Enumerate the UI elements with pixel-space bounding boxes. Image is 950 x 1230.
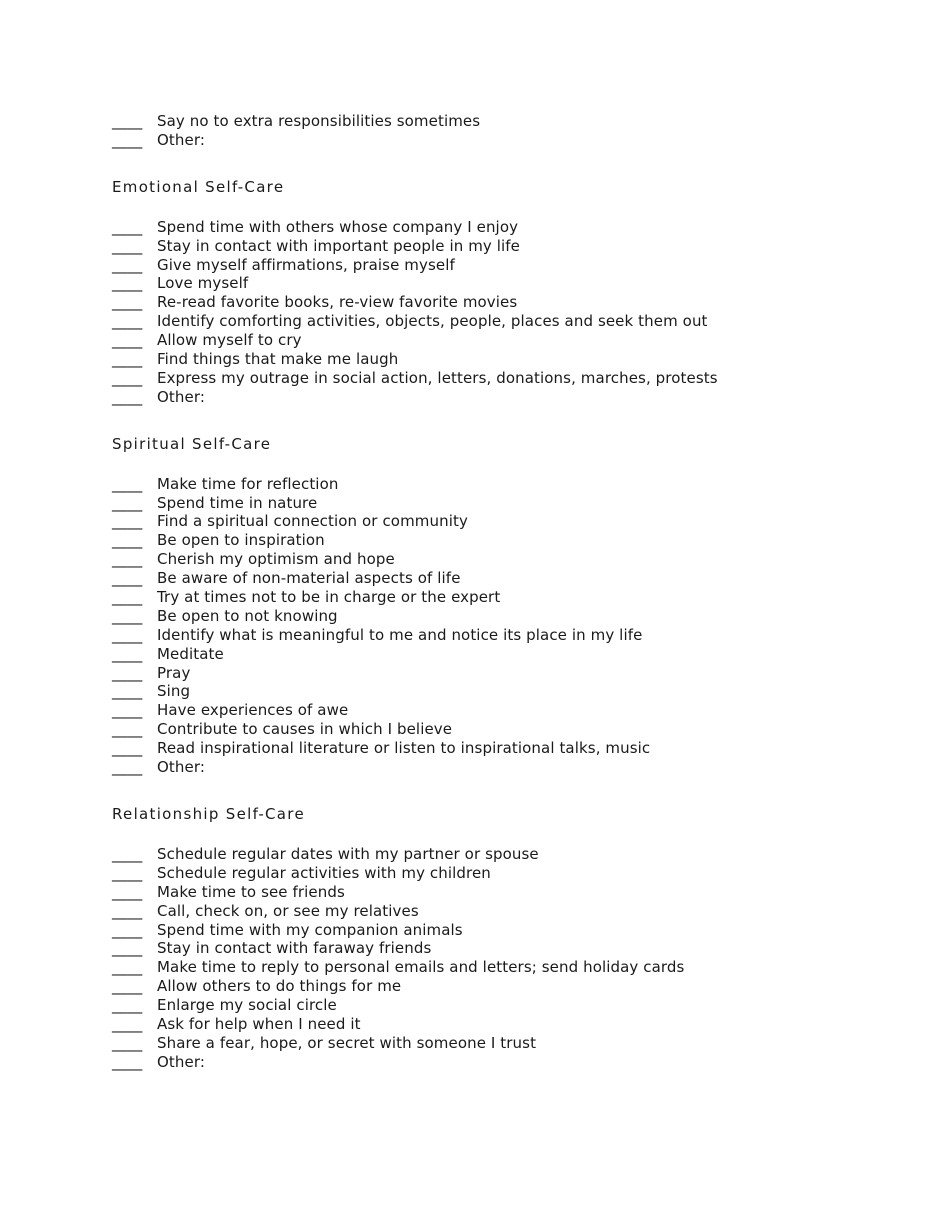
checklist-item: [112, 369, 872, 388]
blank-checkbox-line: ____: [112, 663, 143, 682]
checklist-item-label: Other:: [157, 130, 205, 149]
checklist-item: [112, 531, 872, 550]
checklist-item-label: Spend time with others whose company I enjoy: [157, 217, 519, 236]
checklist-item: [112, 274, 872, 293]
checklist-item: [112, 921, 872, 940]
blank-checkbox-line: ____: [112, 606, 143, 625]
checklist-item: [112, 475, 872, 494]
checklist-item-label: Sing: [157, 682, 191, 701]
checklist-item-label: Find a spiritual connection or community: [157, 512, 468, 531]
blank-checkbox-line: ____: [112, 958, 143, 977]
blank-checkbox-line: ____: [112, 387, 143, 406]
blank-checkbox-line: ____: [112, 550, 143, 569]
blank-checkbox-line: ____: [112, 569, 143, 588]
intro-list: [112, 112, 872, 150]
section-spiritual-self-care: [112, 434, 872, 777]
checklist-item-label: Ask for help when I need it: [157, 1014, 361, 1033]
blank-checkbox-line: ____: [112, 739, 143, 758]
checklist-item: [112, 758, 872, 777]
checklist-item: [112, 883, 872, 902]
checklist-item: [112, 550, 872, 569]
checklist-item: [112, 512, 872, 531]
checklist-item-label: Make time to reply to personal emails and letters; send holiday cards: [157, 958, 685, 977]
checklist-item: [112, 237, 872, 256]
checklist-item: [112, 939, 872, 958]
checklist-item: [112, 682, 872, 701]
blank-checkbox-line: ____: [112, 701, 143, 720]
blank-checkbox-line: ____: [112, 274, 143, 293]
section-heading: Emotional Self-Care: [112, 177, 285, 196]
blank-checkbox-line: ____: [112, 368, 143, 387]
checklist-item-label: Re-read favorite books, re-view favorite movies: [157, 293, 518, 312]
blank-checkbox-line: ____: [112, 939, 143, 958]
checklist-item: [112, 350, 872, 369]
checklist-item: [112, 864, 872, 883]
blank-checkbox-line: ____: [112, 531, 143, 550]
checklist-item-label: Make time for reflection: [157, 474, 339, 493]
checklist-item: [112, 312, 872, 331]
section-relationship-self-care: [112, 804, 872, 1072]
checklist-item-label: Contribute to causes in which I believe: [157, 720, 453, 739]
section-heading: Relationship Self-Care: [112, 804, 305, 823]
checklist-item-label: Meditate: [157, 644, 224, 663]
checklist-item-label: Spend time with my companion animals: [157, 920, 463, 939]
blank-checkbox-line: ____: [112, 1052, 143, 1071]
blank-checkbox-line: ____: [112, 920, 143, 939]
checklist-item: [112, 845, 872, 864]
section-heading: Spiritual Self-Care: [112, 434, 272, 453]
blank-checkbox-line: ____: [112, 644, 143, 663]
checklist-item: [112, 256, 872, 275]
checklist-item-label: Identify what is meaningful to me and notice its place in my life: [157, 625, 643, 644]
checklist-item: [112, 645, 872, 664]
checklist-item: [112, 996, 872, 1015]
checklist-item: [112, 588, 872, 607]
checklist-item-label: Say no to extra responsibilities sometimes: [157, 112, 481, 130]
checklist-item: [112, 958, 872, 977]
blank-checkbox-line: ____: [112, 112, 143, 130]
checklist-item-label: Schedule regular activities with my children: [157, 863, 491, 882]
checklist-item: [112, 1034, 872, 1053]
checklist-item-label: Pray: [157, 663, 191, 682]
checklist-item-label: Give myself affirmations, praise myself: [157, 255, 455, 274]
checklist-item-label: Try at times not to be in charge or the expert: [157, 588, 501, 607]
checklist-item-label: Have experiences of awe: [157, 701, 349, 720]
checklist-item: [112, 293, 872, 312]
document-page: [112, 112, 872, 1072]
checklist-item-label: Be open to not knowing: [157, 606, 338, 625]
checklist-item-label: Love myself: [157, 274, 249, 293]
blank-checkbox-line: ____: [112, 331, 143, 350]
blank-checkbox-line: ____: [112, 217, 143, 236]
blank-checkbox-line: ____: [112, 863, 143, 882]
checklist-item: [112, 977, 872, 996]
checklist-item-label: Schedule regular dates with my partner or spouse: [157, 844, 539, 863]
checklist-item-label: Read inspirational literature or listen to inspirational talks, music: [157, 739, 651, 758]
checklist-item: [112, 720, 872, 739]
checklist-item-label: Find things that make me laugh: [157, 350, 399, 369]
checklist-item: [112, 902, 872, 921]
checklist-item-label: Enlarge my social circle: [157, 996, 337, 1015]
checklist-item: [112, 701, 872, 720]
blank-checkbox-line: ____: [112, 474, 143, 493]
checklist-item-label: Make time to see friends: [157, 882, 345, 901]
checklist-item: [112, 739, 872, 758]
sections-container: [112, 150, 872, 1072]
checklist-item: [112, 607, 872, 626]
section-emotional-self-care: [112, 177, 872, 407]
blank-checkbox-line: ____: [112, 312, 143, 331]
blank-checkbox-line: ____: [112, 758, 143, 777]
blank-checkbox-line: ____: [112, 1033, 143, 1052]
checklist-item: [112, 1053, 872, 1072]
blank-checkbox-line: ____: [112, 625, 143, 644]
checklist-item-label: Spend time in nature: [157, 493, 318, 512]
checklist-item: [112, 626, 872, 645]
checklist-item-label: Be open to inspiration: [157, 531, 325, 550]
checklist-item: [112, 1015, 872, 1034]
checklist-item: [112, 494, 872, 513]
checklist-item: [112, 331, 872, 350]
checklist-item-label: Other:: [157, 758, 205, 777]
blank-checkbox-line: ____: [112, 255, 143, 274]
checklist-item-label: Cherish my optimism and hope: [157, 550, 395, 569]
blank-checkbox-line: ____: [112, 996, 143, 1015]
checklist-item-label: Allow myself to cry: [157, 331, 302, 350]
blank-checkbox-line: ____: [112, 882, 143, 901]
checklist-item-label: Share a fear, hope, or secret with someone I trust: [157, 1033, 537, 1052]
checklist-item: [112, 112, 872, 131]
blank-checkbox-line: ____: [112, 588, 143, 607]
checklist-item-label: Be aware of non-material aspects of life: [157, 569, 461, 588]
blank-checkbox-line: ____: [112, 293, 143, 312]
checklist-item-label: Allow others to do things for me: [157, 977, 402, 996]
checklist-item: [112, 131, 872, 150]
checklist-item: [112, 664, 872, 683]
checklist-item-label: Other:: [157, 387, 205, 406]
checklist-item-label: Other:: [157, 1052, 205, 1071]
blank-checkbox-line: ____: [112, 350, 143, 369]
blank-checkbox-line: ____: [112, 493, 143, 512]
blank-checkbox-line: ____: [112, 977, 143, 996]
blank-checkbox-line: ____: [112, 130, 143, 149]
checklist-item-label: Stay in contact with important people in my life: [157, 236, 521, 255]
checklist-item: [112, 388, 872, 407]
blank-checkbox-line: ____: [112, 844, 143, 863]
checklist-item-label: Express my outrage in social action, letters, donations, marches, protests: [157, 368, 718, 387]
checklist-item-label: Stay in contact with faraway friends: [157, 939, 432, 958]
blank-checkbox-line: ____: [112, 901, 143, 920]
blank-checkbox-line: ____: [112, 512, 143, 531]
checklist-item: [112, 569, 872, 588]
checklist-item-label: Call, check on, or see my relatives: [157, 901, 419, 920]
blank-checkbox-line: ____: [112, 720, 143, 739]
blank-checkbox-line: ____: [112, 682, 143, 701]
checklist-item: [112, 218, 872, 237]
checklist-item-label: Identify comforting activities, objects, people, places and seek them out: [157, 312, 708, 331]
blank-checkbox-line: ____: [112, 1014, 143, 1033]
blank-checkbox-line: ____: [112, 236, 143, 255]
